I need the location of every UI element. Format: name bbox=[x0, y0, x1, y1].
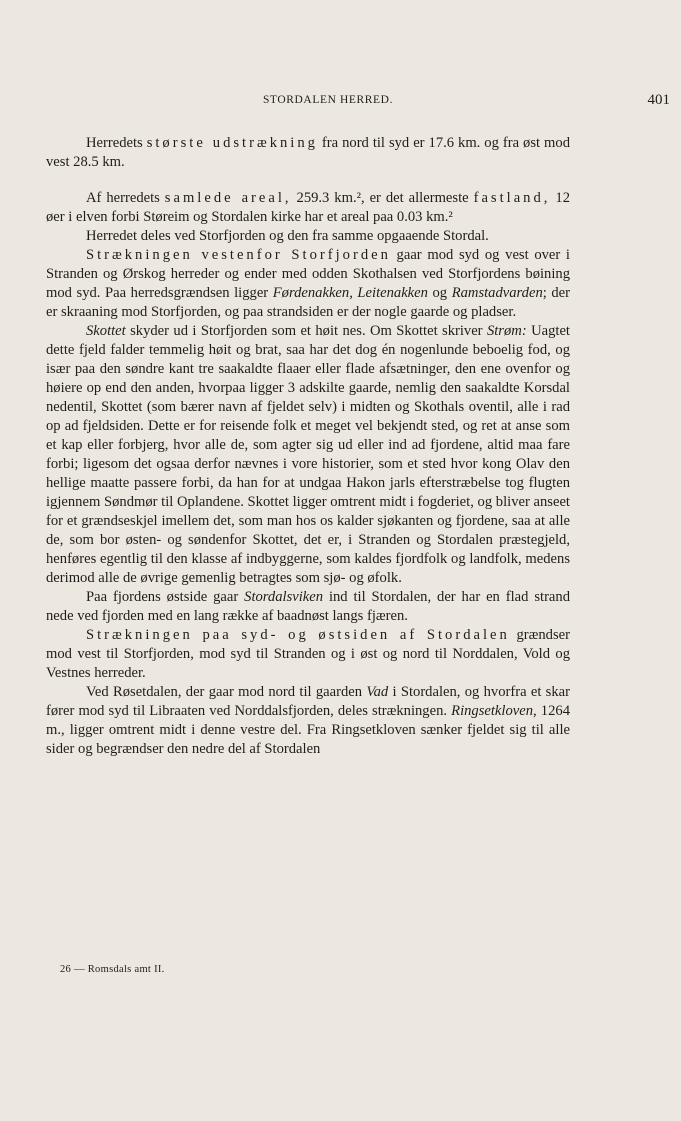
paragraph-south-east: Strækningen paa syd- og østsiden af Stordalen grændser mod vest til Storfjorden, mod syd til Stranden og i øst og nord til Norddalen, Vold og Vestnes herreder. bbox=[46, 627, 570, 681]
paragraph-west: Strækningen vestenfor Storfjorden gaar mod syd og vest over i Stranden og Ørskog herreder og ender med odden Skothalsen ved Storfjordens bøining mod syd. Paa herredsgrændsen ligger Førdenakken, Leitenakken og Ramstadvarden; der er skraaning mod Storfjorden, og paa strandsiden er der nogle gaarde og pladser. bbox=[46, 247, 571, 320]
paragraph-stordalsviken: Paa fjordens østside gaar Stordalsviken ind til Stordalen, der har en flad strand nede ved fjorden med en lang række af baadnøst langs fjæren. bbox=[46, 589, 571, 624]
paragraph-division: Herredet deles ved Storfjorden og den fra samme opgaaende Stordal. bbox=[86, 228, 489, 244]
body-text bbox=[46, 134, 570, 759]
signature-line: 26 — Romsdals amt II. bbox=[60, 964, 165, 975]
paragraph-skottet: Skottet skyder ud i Storfjorden som et høit nes. Om Skottet skriver Strøm: Uagtet dette fjeld falder temmelig høit og brat, saa har det dog én nogenlunde beboelig fod, og især paa den søndre kant tre saakaldte flaaer eller flade afsætninger, den ene ovenfor og høiere op end den anden, hvorpaa ligger 3 adskilte gaarde, nemlig den saakaldte Korsdal nedentil, Skottet (som bærer navn af fjeldet selv) i midten og Skothals oventil, alle i rad op ad fjeldsiden. Dette er for reisende folk et meget vel bekjendt sted, og ret at anse som et kap eller forbjerg, hvor alle de, som agter sig ud eller ind ad fjordene, altid maa fare forbi; ligesom det ogsaa derfor nævnes i vore historier, som et sted hvor kong Olav den hellige maatte passere forbi, da han for at undgaa Hakon jarls efterstræbelse tog flugten igjennem Søndmør til Oplandene. Skottet ligger omtrent midt i fogderiet, og bliver anseet for et grændseskjel imellem det, som man hos os kalder sjøkanten og fjordene, saa at alle de, som bor østen- og søndenfor Skottet, det er, i Stranden og Stordalen præstegjeld, henføres egentlig til den klasse af indbyggerne, som kaldes fjordfolk og landfolk, medens derimod alle de øvrige gemenlig betragtes som sjø- og øfolk. bbox=[46, 323, 570, 586]
paragraph-area: Af herredets samlede areal, 259.3 km.², er det allermeste fastland, 12 øer i elven forbi Støreim og Stordalen kirke har et areal paa 0.03 km.² bbox=[46, 190, 570, 225]
running-header bbox=[46, 92, 670, 114]
running-title: STORDALEN HERRED. bbox=[262, 94, 394, 106]
paragraph-extent: Herredets største udstrækning fra nord til syd er 17.6 km. og fra øst mod vest 28.5 km. bbox=[46, 135, 570, 170]
page-number: 401 bbox=[647, 92, 670, 108]
paragraph-rosetdalen: Ved Røsetdalen, der gaar mod nord til gaarden Vad i Stordalen, og hvorfra et skar fører mod syd til Libraaten ved Norddalsfjorden, deles strækningen. Ringsetkloven, 1264 m., ligger omtrent midt i denne vestre del. Fra Ringsetkloven sænker fjeldet sig til alle sider og begrændser den nedre del af Stordalen bbox=[46, 684, 570, 757]
